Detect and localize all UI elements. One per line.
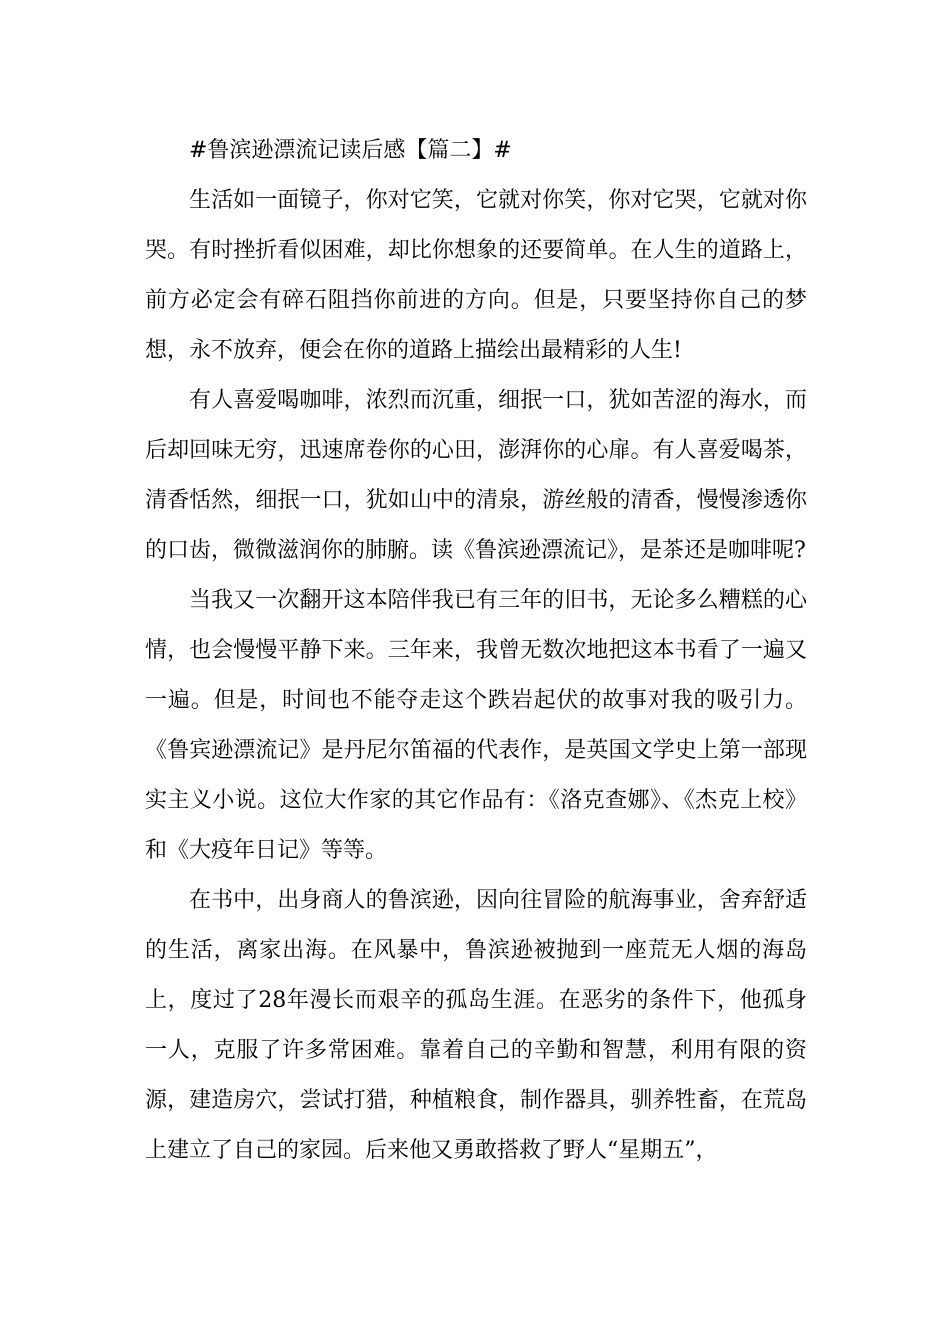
paragraph-1: 生活如一面镜子，你对它笑，它就对你笑，你对它哭，它就对你哭。有时挫折看似困难，却比你想象的还要简单。在人生的道路上，前方必定会有碎石阻挡你前进的方向。但是，只要坚持你自己的梦想，永不放弃，便会在你的道路上描绘出最精彩的人生! xyxy=(145,188,807,363)
paragraph-4: 在书中，出身商人的鲁滨逊，因向往冒险的航海事业，舍弃舒适的生活，离家出海。在风暴中，鲁滨逊被抛到一座荒无人烟的海岛上，度过了28年漫长而艰辛的孤岛生涯。在恶劣的条件下，他孤身一人，克服了许多常困难。靠着自己的辛勤和智慧，利用有限的资源，建造房穴，尝试打猎，种植粮食，制作器具，驯养牲畜，在荒岛上建立了自己的家园。后来他又勇敢搭救了野人“星期五”， xyxy=(145,888,807,1163)
essay-heading: #鲁滨逊漂流记读后感【篇二】# xyxy=(189,138,512,163)
document-body xyxy=(145,126,807,1176)
paragraph-2: 有人喜爱喝咖啡，浓烈而沉重，细抿一口，犹如苦涩的海水，而后却回味无穷，迅速席卷你的心田，澎湃你的心扉。有人喜爱喝茶，清香恬然，细抿一口，犹如山中的清泉，游丝般的清香，慢慢渗透你的口齿，微微滋润你的肺腑。读《鲁滨逊漂流记》，是茶还是咖啡呢? xyxy=(145,388,807,563)
paragraph-3: 当我又一次翻开这本陪伴我已有三年的旧书，无论多么糟糕的心情，也会慢慢平静下来。三年来，我曾无数次地把这本书看了一遍又一遍。但是，时间也不能夺走这个跌岩起伏的故事对我的吸引力。《鲁宾逊漂流记》是丹尼尔笛福的代表作，是英国文学史上第一部现实主义小说。这位大作家的其它作品有：《洛克查娜》、《杰克上校》和《大疫年日记》等等。 xyxy=(145,588,807,863)
